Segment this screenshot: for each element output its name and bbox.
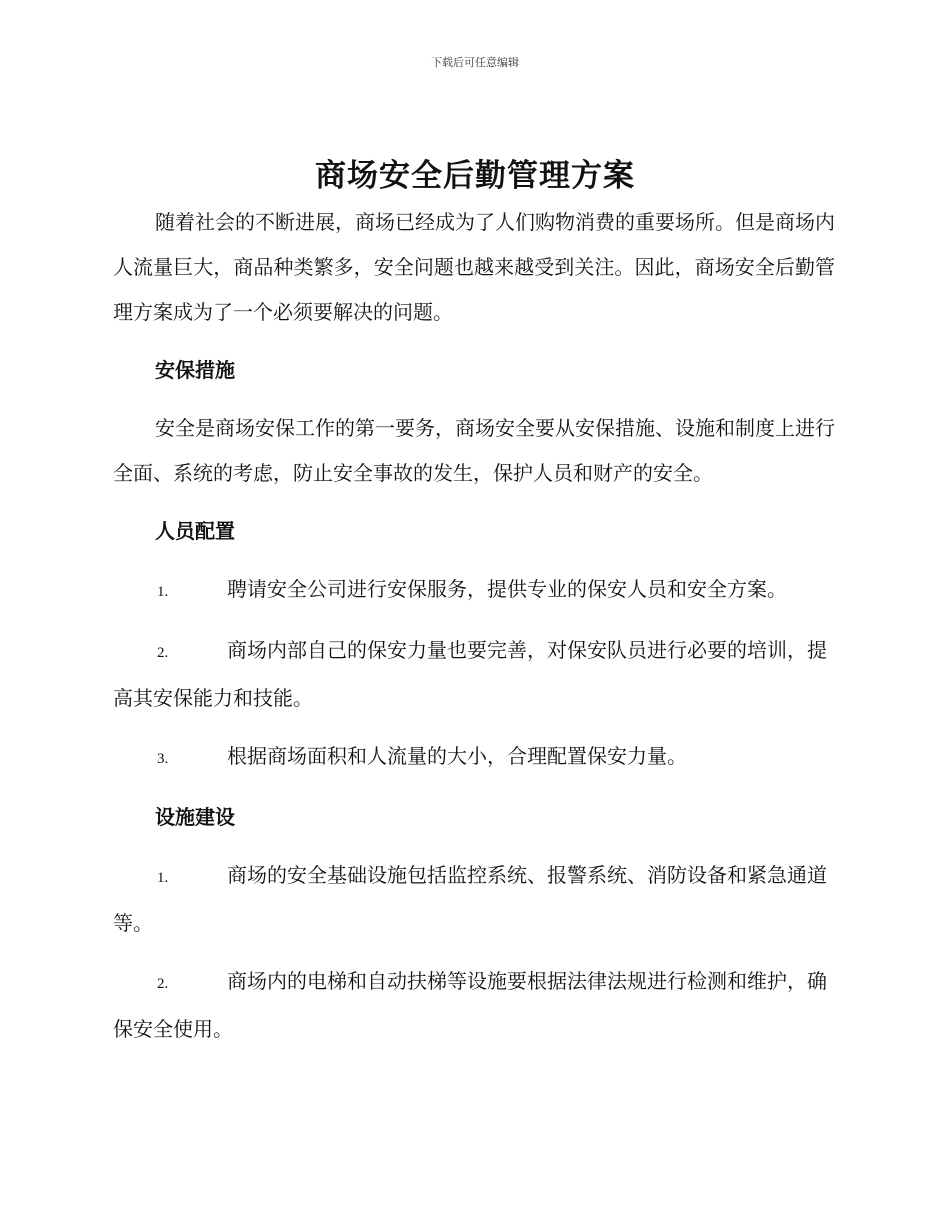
list-item bbox=[113, 567, 835, 615]
list-item-text: 商场内部自己的保安力量也要完善，对保安队员进行必要的培训，提高其安保能力和技能。 bbox=[113, 638, 827, 710]
list-item-text: 聘请安全公司进行安保服务，提供专业的保安人员和安全方案。 bbox=[227, 577, 787, 601]
header-note: 下载后可任意编辑 bbox=[431, 56, 519, 69]
list-item bbox=[113, 734, 835, 782]
list-item-number: 1. bbox=[157, 584, 169, 600]
section-heading-security: 安保措施 bbox=[155, 358, 235, 382]
list-item-number: 2. bbox=[157, 645, 169, 661]
list-item-text: 商场的安全基础设施包括监控系统、报警系统、消防设备和紧急通道等。 bbox=[113, 863, 827, 935]
list-item-text: 商场内的电梯和自动扶梯等设施要根据法律法规进行检测和维护，确保安全使用。 bbox=[113, 969, 827, 1041]
list-item bbox=[113, 628, 835, 721]
document-body bbox=[113, 200, 835, 1065]
security-paragraph: 安全是商场安保工作的第一要务，商场安全要从安保措施、设施和制度上进行全面、系统的考虑，防止安全事故的发生，保护人员和财产的安全。 bbox=[113, 416, 835, 485]
document-title: 商场安全后勤管理方案 bbox=[315, 158, 635, 194]
list-item-number: 2. bbox=[157, 976, 169, 992]
section-heading-facilities: 设施建设 bbox=[155, 805, 235, 829]
list-item bbox=[113, 853, 835, 946]
list-item-number: 3. bbox=[157, 751, 169, 767]
section-heading-staffing: 人员配置 bbox=[155, 519, 235, 543]
list-item-number: 1. bbox=[157, 870, 169, 886]
list-item bbox=[113, 959, 835, 1052]
list-item-text: 根据商场面积和人流量的大小，合理配置保安力量。 bbox=[227, 744, 687, 768]
intro-paragraph: 随着社会的不断进展，商场已经成为了人们购物消费的重要场所。但是商场内人流量巨大，商品种类繁多，安全问题也越来越受到关注。因此，商场安全后勤管理方案成为了一个必须要解决的问题。 bbox=[113, 210, 835, 324]
